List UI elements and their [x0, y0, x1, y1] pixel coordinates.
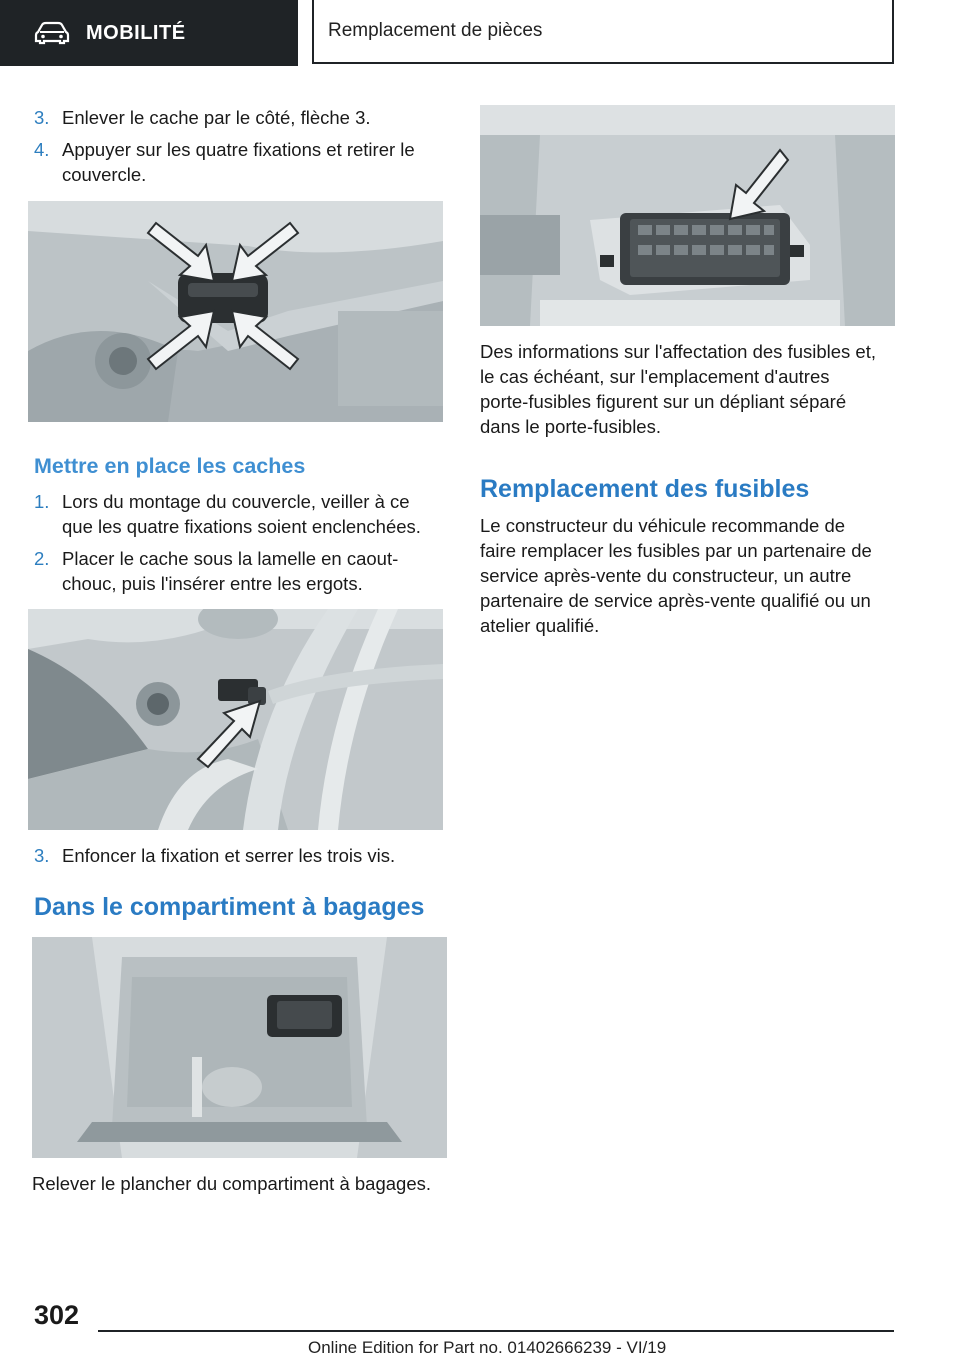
step-item	[34, 105, 454, 130]
step-text: Lors du montage du couvercle, veiller à ce	[62, 491, 410, 512]
page-number: 302	[34, 1300, 80, 1330]
paragraph-line: porte-fusibles figurent sur un dépliant séparé	[480, 391, 847, 412]
step-text: que les quatre fixations soient enclenchées.	[62, 516, 421, 537]
luggage-compartment-illustration	[32, 937, 447, 1158]
paragraph-line: service après-vente du constructeur, un autre	[480, 565, 852, 586]
section-subheading: Mettre en place les caches	[34, 454, 306, 478]
cover-fixation-illustration	[28, 609, 443, 830]
paragraph-line: atelier qualifié.	[480, 615, 600, 636]
step-item	[34, 843, 454, 868]
car-icon	[34, 21, 70, 45]
cover-removal-illustration	[28, 201, 443, 422]
page-title: Remplacement de pièces	[328, 20, 543, 41]
step-number: 4.	[34, 139, 50, 160]
step-item	[34, 489, 454, 539]
section-label: MOBILITÉ	[86, 21, 186, 44]
paragraph-line: Le constructeur du véhicule recommande de	[480, 515, 846, 536]
fuse-box-illustration	[480, 105, 895, 326]
step-text: Enfoncer la fixation et serrer les trois vis.	[62, 845, 396, 866]
paragraph-line: faire remplacer les fusibles par un partenaire de	[480, 540, 872, 561]
step-text: Appuyer sur les quatre fixations et retirer le	[62, 139, 415, 160]
section-heading: Remplacement des fusibles	[480, 475, 810, 503]
paragraph-line: Des informations sur l'affectation des fusibles et,	[480, 341, 876, 362]
step-text: couvercle.	[62, 164, 147, 185]
step-item	[34, 137, 454, 187]
section-tab	[0, 0, 298, 66]
figure-caption: Relever le plancher du compartiment à bagages.	[32, 1173, 432, 1194]
step-number: 3.	[34, 107, 50, 128]
step-text: Enlever le cache par le côté, flèche 3.	[62, 107, 371, 128]
section-heading: Dans le compartiment à bagages	[34, 893, 425, 921]
paragraph-line: le cas échéant, sur l'emplacement d'autres	[480, 366, 830, 387]
step-number: 1.	[34, 491, 50, 512]
step-item	[34, 546, 454, 596]
step-number: 2.	[34, 548, 50, 569]
footer-edition: Online Edition for Part no. 01402666239 - VI/19	[308, 1338, 667, 1357]
fuse-info-paragraph	[480, 339, 900, 439]
step-number: 3.	[34, 845, 50, 866]
step-text: chouc, puis l'insérer entre les ergots.	[62, 573, 363, 594]
page-header	[312, 0, 894, 64]
step-text: Placer le cache sous la lamelle en caout‐	[62, 548, 399, 569]
footer-divider	[98, 1330, 894, 1332]
paragraph-line: partenaire de service après-vente qualifié ou un	[480, 590, 871, 611]
fuse-replacement-paragraph	[480, 513, 900, 638]
paragraph-line: dans le porte-fusibles.	[480, 416, 661, 437]
